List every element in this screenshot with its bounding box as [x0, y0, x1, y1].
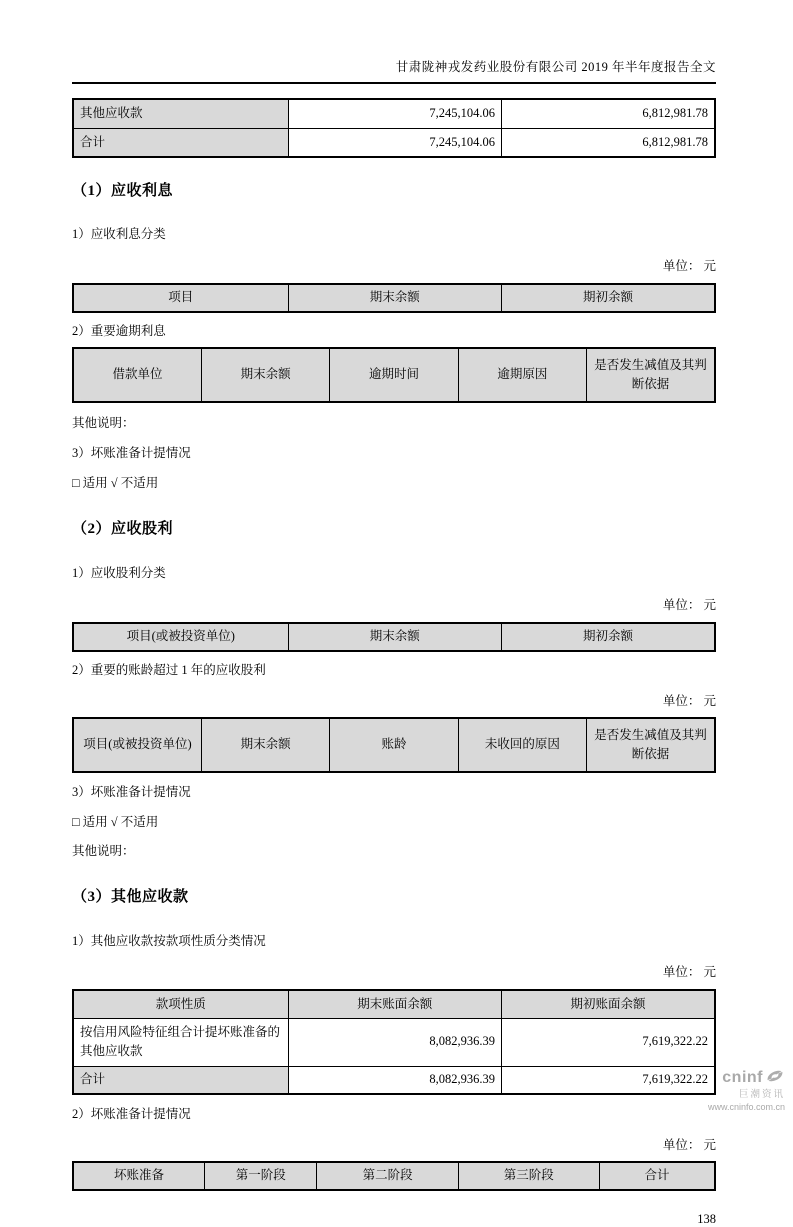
column-header: 项目(或被投资单位) [73, 718, 201, 772]
applicable-checkbox-line: □ 适用 √ 不适用 [72, 476, 159, 490]
column-header: 第二阶段 [317, 1162, 458, 1190]
other-notes-label: 其他说明： [72, 416, 135, 430]
column-header: 逾期原因 [458, 348, 586, 402]
row-label: 其他应收款 [73, 99, 288, 128]
subsection-dividend-classification: 1）应收股利分类 [72, 566, 166, 580]
closing-balance-cell: 7,245,104.06 [288, 99, 501, 128]
column-header: 期初账面余额 [502, 990, 715, 1018]
unit-label: 单位： 元 [662, 259, 716, 273]
table-header-row [73, 284, 715, 312]
dividend-classification-table [72, 622, 716, 652]
column-header: 借款单位 [73, 348, 201, 402]
cninfo-url: www.cninfo.com.cn [707, 1101, 785, 1112]
column-header: 第一阶段 [205, 1162, 317, 1190]
column-header: 期末余额 [288, 623, 501, 651]
table-row [73, 1018, 715, 1066]
table-row [73, 99, 715, 128]
column-header: 是否发生减值及其判断依据 [587, 348, 715, 402]
subsection-bad-debt-provision: 3）坏账准备计提情况 [72, 785, 191, 799]
closing-balance-cell: 8,082,936.39 [288, 1066, 501, 1094]
subsection-aged-dividends: 2）重要的账龄超过 1 年的应收股利 [72, 663, 266, 677]
column-header: 款项性质 [73, 990, 288, 1018]
cninfo-swirl-icon [765, 1067, 785, 1088]
column-header: 账龄 [330, 718, 458, 772]
section-title-other-receivables: （3）其他应收款 [72, 889, 189, 905]
column-header: 期末余额 [288, 284, 501, 312]
cninfo-chinese-name: 巨潮资讯 [738, 1088, 785, 1100]
table-header-row [73, 623, 715, 651]
section-title-dividends-receivable: （2）应收股利 [72, 521, 174, 537]
section-title-interest-receivable: （1）应收利息 [72, 183, 174, 199]
column-header: 期末账面余额 [288, 990, 501, 1018]
subsection-nature-classification: 1）其他应收款按款项性质分类情况 [72, 934, 266, 948]
overdue-interest-table [72, 347, 716, 403]
column-header: 坏账准备 [73, 1162, 205, 1190]
interest-classification-table [72, 283, 716, 313]
unit-label: 单位： 元 [662, 598, 716, 612]
table-row-total [73, 1066, 715, 1094]
column-header: 期初余额 [502, 284, 715, 312]
column-header: 项目(或被投资单位) [73, 623, 288, 651]
column-header: 未收回的原因 [458, 718, 586, 772]
subsection-bad-debt-provision: 3）坏账准备计提情况 [72, 446, 191, 460]
row-label: 合计 [73, 1066, 288, 1094]
table-header-row [73, 348, 715, 402]
report-page [72, 0, 716, 1227]
unit-label: 单位： 元 [662, 1138, 716, 1152]
nature-classification-table [72, 989, 716, 1095]
column-header: 第三阶段 [458, 1162, 599, 1190]
other-notes-label: 其他说明： [72, 844, 135, 858]
page-number: 138 [697, 1212, 716, 1226]
subsection-overdue-interest: 2）重要逾期利息 [72, 324, 166, 338]
row-label: 合计 [73, 128, 288, 157]
row-label: 按信用风险特征组合计提坏账准备的其他应收款 [73, 1018, 288, 1066]
applicable-checkbox-line: □ 适用 √ 不适用 [72, 815, 159, 829]
cninfo-watermark [675, 1067, 785, 1112]
table-header-row [73, 990, 715, 1018]
other-receivables-summary-table [72, 98, 716, 158]
unit-label: 单位： 元 [662, 965, 716, 979]
subsection-bad-debt-provision: 2）坏账准备计提情况 [72, 1107, 191, 1121]
table-header-row [73, 1162, 715, 1190]
column-header: 期末余额 [201, 348, 329, 402]
column-header: 合计 [599, 1162, 715, 1190]
aged-dividends-table [72, 717, 716, 773]
column-header: 期末余额 [201, 718, 329, 772]
table-row-total [73, 128, 715, 157]
column-header: 项目 [73, 284, 288, 312]
bad-debt-stage-table [72, 1161, 716, 1191]
subsection-interest-classification: 1）应收利息分类 [72, 227, 166, 241]
cninfo-logo-text: cninf [722, 1068, 763, 1086]
opening-balance-cell: 7,619,322.22 [502, 1018, 715, 1066]
table-header-row [73, 718, 715, 772]
column-header: 逾期时间 [330, 348, 458, 402]
closing-balance-cell: 8,082,936.39 [288, 1018, 501, 1066]
closing-balance-cell: 7,245,104.06 [288, 128, 501, 157]
opening-balance-cell: 6,812,981.78 [502, 99, 715, 128]
opening-balance-cell: 7,619,322.22 [502, 1066, 715, 1094]
opening-balance-cell: 6,812,981.78 [502, 128, 715, 157]
report-header-title: 甘肃陇神戎发药业股份有限公司 2019 年半年度报告全文 [72, 0, 716, 84]
column-header: 是否发生减值及其判断依据 [587, 718, 715, 772]
column-header: 期初余额 [502, 623, 715, 651]
unit-label: 单位： 元 [662, 694, 716, 708]
